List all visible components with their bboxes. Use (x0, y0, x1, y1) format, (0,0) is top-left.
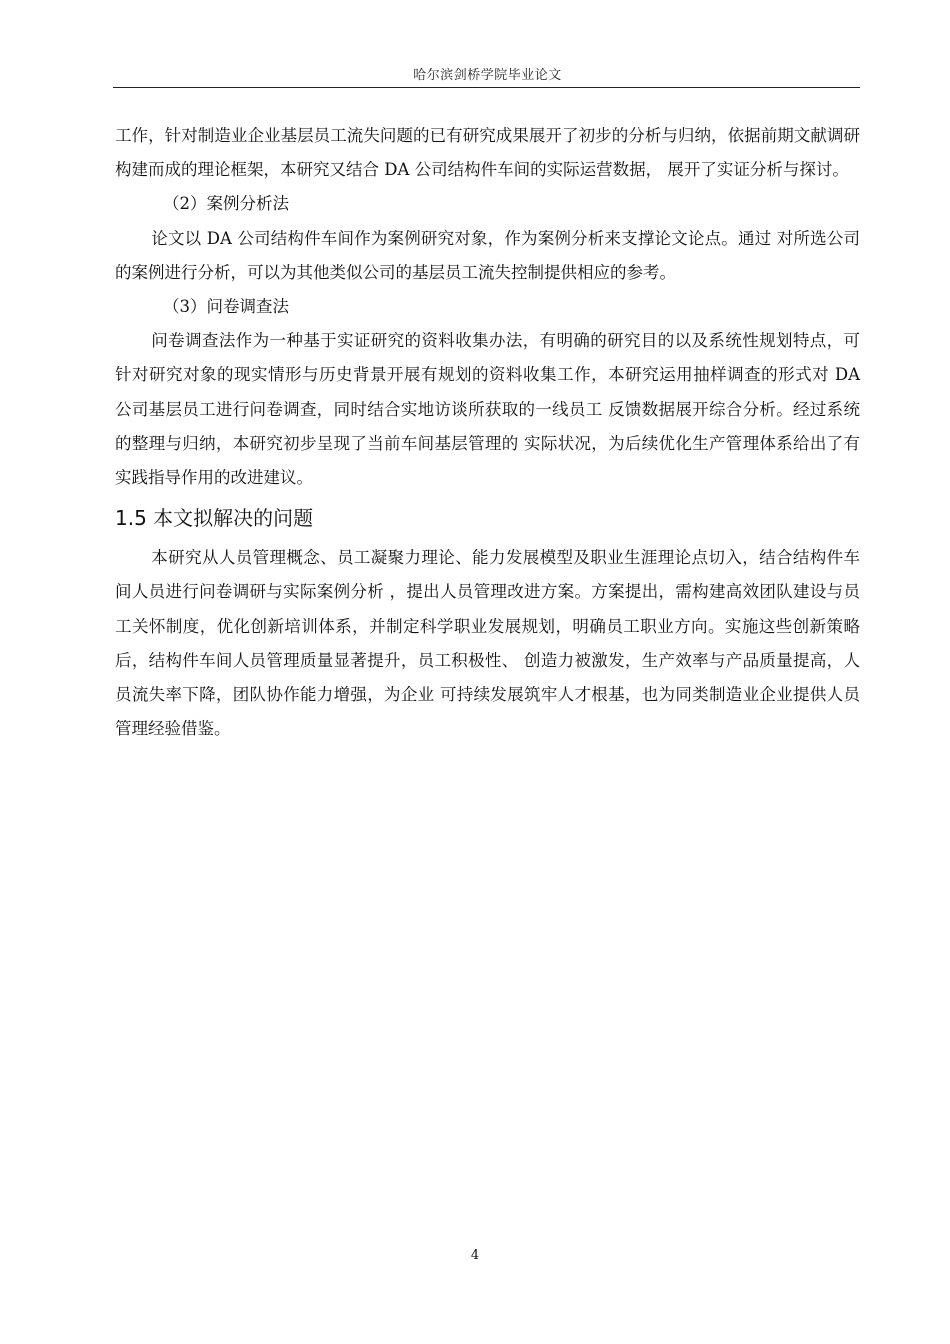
page-number: 4 (470, 1248, 480, 1263)
method-case-analysis-text: 论文以 DA 公司结构件车间作为案例研究对象，作为案例分析来支撑论文论点。通过 对所选公司的案例进行分析，可以为其他类似公司的基层员工流失控制提供相应的参考。 (115, 228, 860, 282)
body-text (115, 119, 860, 746)
section-paragraph: 本研究从人员管理概念、员工凝聚力理论、能力发展模型及职业生涯理论点切入，结合结构件车间人员进行问卷调研与实际案例分析 ，提出人员管理改进方案。方案提出，需构建高效团队建设与员工关怀制度，优化创新培训体系，并制定科学职业发展规划，明确员工职业方向。实施这些创新策略后，结构件车间人员管理质量显著提升，员工积极性、 创造力被激发，生产效率与产品质量提高，人员流失率下降，团队协作能力增强，为企业 可持续发展筑牢人才根基，也为同类制造业企业提供人员管理经验借鉴。 (115, 548, 860, 739)
paragraph-continued: 工作，针对制造业企业基层员工流失问题的已有研究成果展开了初步的分析与归纳，依据前期文献调研构建而成的理论框架，本研究又结合 DA 公司结构件车间的实际运营数据， 展开了实证分析与探讨。 (115, 126, 860, 180)
method-questionnaire-text: 问卷调查法作为一种基于实证研究的资料收集办法，有明确的研究目的以及系统性规划特点，可针对研究对象的现实情形与历史背景开展有规划的资料收集工作，本研究运用抽样调查的形式对 DA 公司基层员工进行问卷调查，同时结合实地访谈所获取的一线员工 反馈数据展开综合分析。经过系统的整理与归纳，本研究初步呈现了当前车间基层管理的 实际状况，为后续优化生产管理体系给出了有实践指导作用的改进建议。 (115, 331, 860, 488)
running-header: 哈尔滨剑桥学院毕业论文 (413, 68, 562, 83)
method-case-analysis-title: （2）案例分析法 (163, 194, 289, 214)
section-heading: 1.5 本文拟解决的问题 (115, 506, 314, 531)
method-questionnaire-title: （3）问卷调查法 (163, 297, 289, 317)
header-rule (113, 87, 860, 88)
